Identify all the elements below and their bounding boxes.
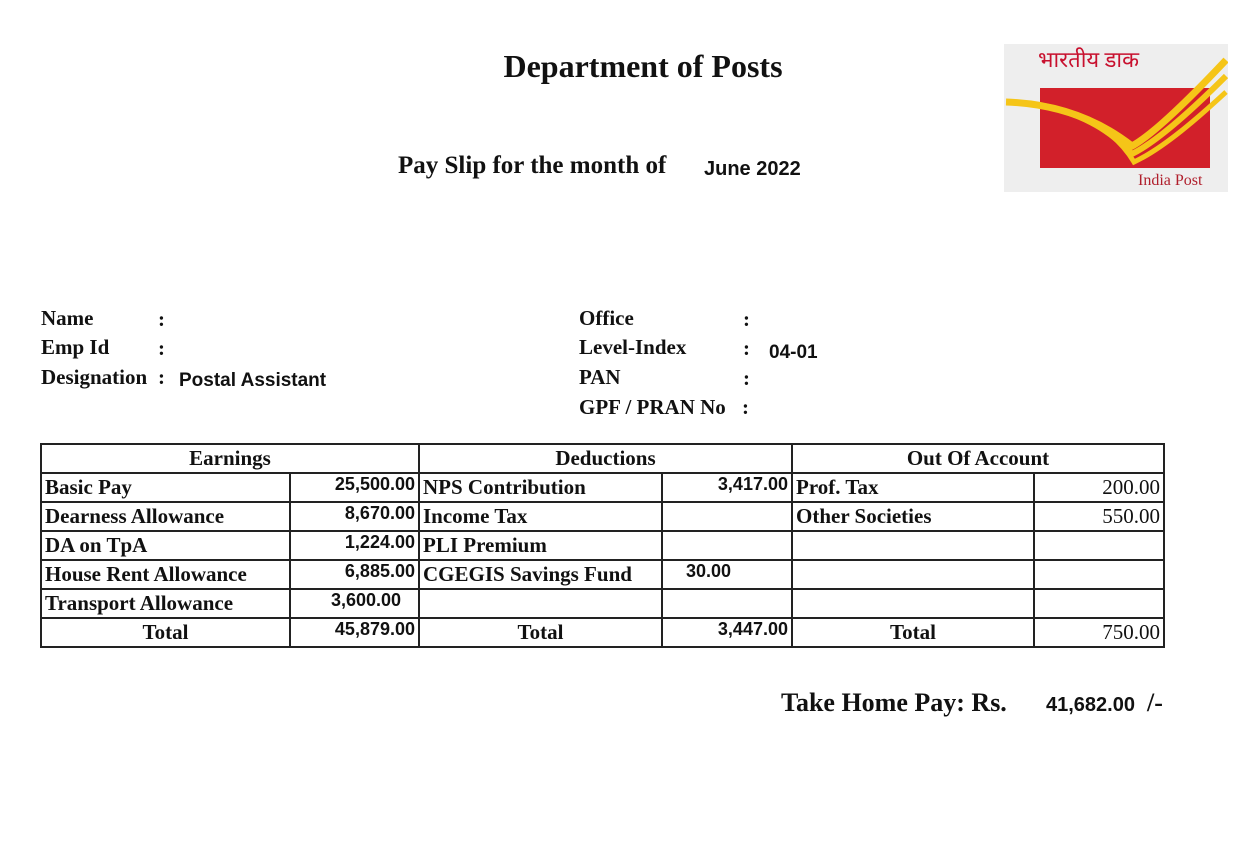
deduction-amount: 30.00	[662, 560, 792, 589]
name-label: Name	[41, 306, 94, 330]
earnings-total-amount: 45,879.00	[290, 618, 419, 647]
out-of-account-label	[792, 589, 1034, 618]
out-of-account-amount	[1034, 589, 1164, 618]
out-of-account-header: Out Of Account	[792, 444, 1164, 473]
earnings-header: Earnings	[41, 444, 419, 473]
earning-label: Basic Pay	[41, 473, 290, 502]
org-title: Department of Posts	[503, 48, 783, 84]
deduction-label: Income Tax	[419, 502, 662, 531]
out-of-account-label	[792, 531, 1034, 560]
office-colon: :	[743, 307, 750, 331]
pay-table	[40, 443, 1165, 648]
table-row	[41, 560, 1164, 589]
logo-swoosh-icon	[1004, 44, 1228, 192]
level-index-colon: :	[743, 336, 750, 360]
earning-label: Dearness Allowance	[41, 502, 290, 531]
designation-value: Postal Assistant	[179, 370, 327, 391]
level-index-value: 04-01	[769, 342, 818, 363]
out-of-account-total-label: Total	[792, 618, 1034, 647]
india-post-logo	[1004, 44, 1228, 192]
logo-english-text: India Post	[1138, 172, 1203, 189]
slip-heading: Pay Slip for the month of	[398, 152, 667, 179]
level-index-label: Level-Index	[579, 335, 687, 359]
deduction-label: NPS Contribution	[419, 473, 662, 502]
emp-id-colon: :	[158, 336, 165, 360]
earning-amount: 3,600.00	[290, 589, 419, 618]
deductions-header: Deductions	[419, 444, 792, 473]
table-row	[41, 473, 1164, 502]
gpf-pran-colon: :	[742, 395, 749, 419]
deduction-amount	[662, 502, 792, 531]
slip-month: June 2022	[704, 158, 801, 180]
logo-hindi-text: भारतीय डाक	[1038, 47, 1140, 72]
take-home-suffix: /-	[1147, 688, 1163, 717]
out-of-account-amount: 200.00	[1034, 473, 1164, 502]
deduction-amount: 3,417.00	[662, 473, 792, 502]
emp-id-label: Emp Id	[41, 335, 110, 359]
deduction-label: CGEGIS Savings Fund	[419, 560, 662, 589]
gpf-pran-label: GPF / PRAN No	[579, 395, 726, 419]
earning-amount: 6,885.00	[290, 560, 419, 589]
deductions-total-label: Total	[419, 618, 662, 647]
table-row	[41, 589, 1164, 618]
out-of-account-amount	[1034, 560, 1164, 589]
earning-label: DA on TpA	[41, 531, 290, 560]
earning-amount: 25,500.00	[290, 473, 419, 502]
deduction-label	[419, 589, 662, 618]
out-of-account-amount	[1034, 531, 1164, 560]
take-home-amount: 41,682.00	[1046, 694, 1135, 716]
name-colon: :	[158, 307, 165, 331]
earning-amount: 1,224.00	[290, 531, 419, 560]
deduction-label: PLI Premium	[419, 531, 662, 560]
earning-amount: 8,670.00	[290, 502, 419, 531]
take-home-label: Take Home Pay: Rs.	[781, 688, 1007, 717]
table-row	[41, 531, 1164, 560]
designation-colon: :	[158, 365, 165, 389]
earnings-total-label: Total	[41, 618, 290, 647]
out-of-account-label: Prof. Tax	[792, 473, 1034, 502]
earning-label: Transport Allowance	[41, 589, 290, 618]
office-label: Office	[579, 306, 634, 330]
table-header-row	[41, 444, 1164, 473]
table-total-row	[41, 618, 1164, 647]
earning-label: House Rent Allowance	[41, 560, 290, 589]
deductions-total-amount: 3,447.00	[662, 618, 792, 647]
pan-colon: :	[743, 366, 750, 390]
out-of-account-total-amount: 750.00	[1034, 618, 1164, 647]
out-of-account-label	[792, 560, 1034, 589]
out-of-account-amount: 550.00	[1034, 502, 1164, 531]
deduction-amount	[662, 531, 792, 560]
table-row	[41, 502, 1164, 531]
out-of-account-label: Other Societies	[792, 502, 1034, 531]
pan-label: PAN	[579, 365, 621, 389]
deduction-amount	[662, 589, 792, 618]
designation-label: Designation	[41, 365, 148, 389]
